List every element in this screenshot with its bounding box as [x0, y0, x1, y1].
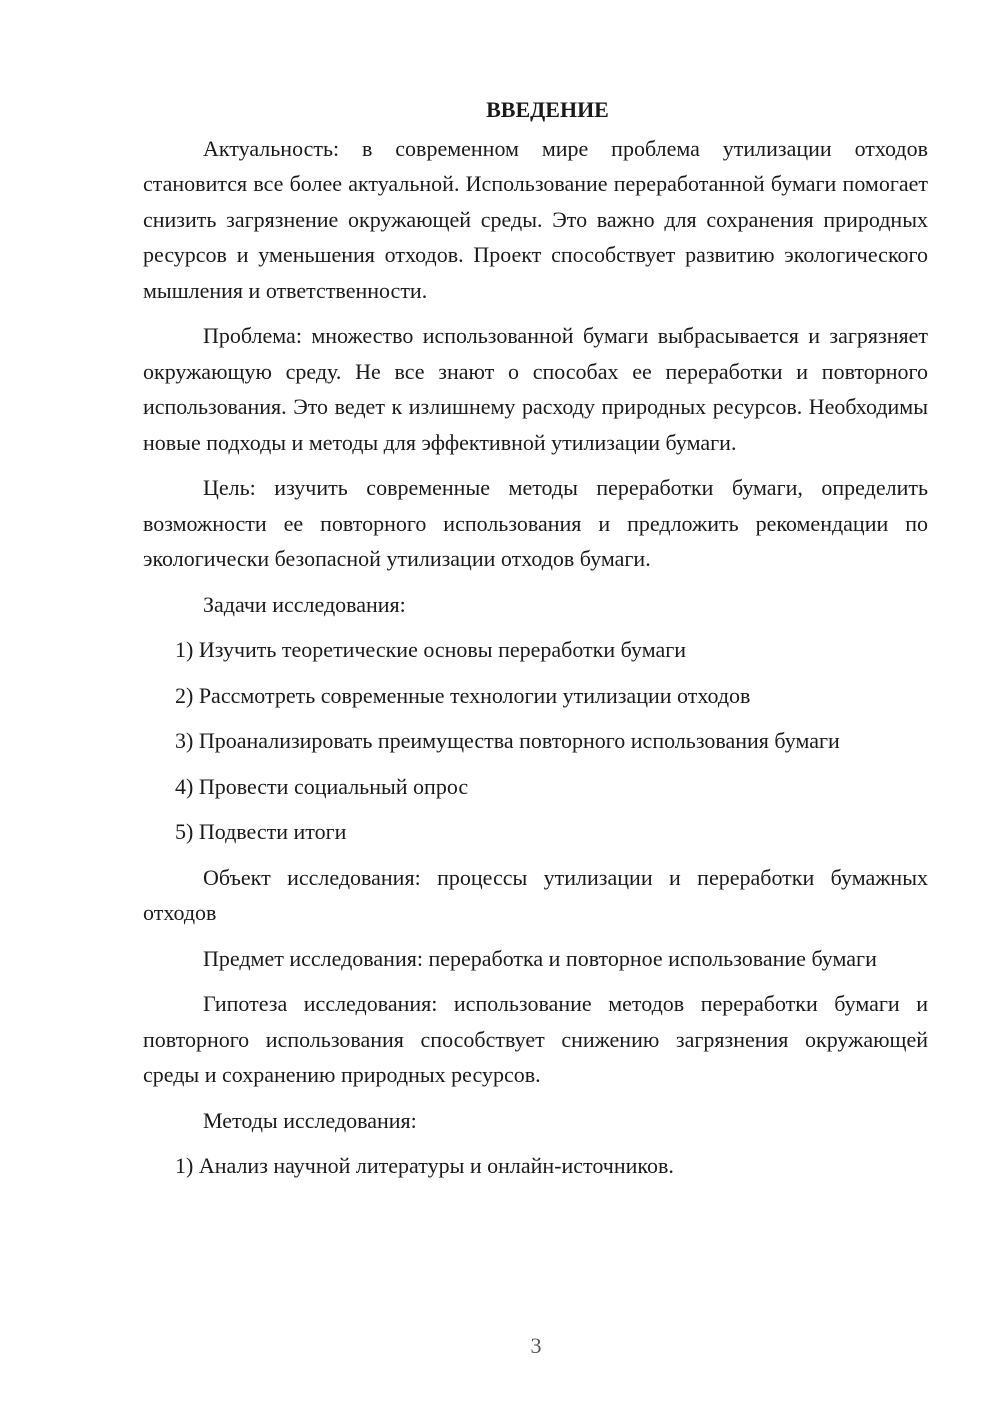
paragraph-hypothesis: Гипотеза исследования: использование методов переработки бумаги и повторного использования способствует снижению загрязнения окружающей среды и сохранению природных ресурсов. [143, 991, 928, 1087]
list-item-task-2: 2) Рассмотреть современные технологии утилизации отходов [175, 682, 751, 708]
list-item-method-1: 1) Анализ научной литературы и онлайн-источников. [175, 1153, 674, 1178]
paragraph-relevance: Актуальность: в современном мире проблема утилизации отходов становится все более актуальной. Использование переработанной бумаги помогает снизить загрязнение окружающей среды. Это важно для сохранения природных ресурсов и уменьшения отходов. Проект способствует развитию экологического мышления и ответственности. [143, 135, 928, 303]
page-title: ВВЕДЕНИЕ [486, 97, 609, 122]
paragraph-object: Объект исследования: процессы утилизации и переработки бумажных отходов [143, 864, 928, 925]
document-page [143, 92, 928, 1194]
paragraph-goal: Цель: изучить современные методы переработки бумаги, определить возможности ее повторного использования и предложить рекомендации по экологически безопасной утилизации отходов бумаги. [143, 475, 928, 571]
list-item-task-3: 3) Проанализировать преимущества повторного использования бумаги [175, 728, 840, 753]
list-item-task-5: 5) Подвести итоги [175, 819, 347, 844]
paragraph-problem: Проблема: множество использованной бумаги выбрасывается и загрязняет окружающую среду. Не все знают о способах ее переработки и повторного использования. Это ведет к излишнему расходу природных ресурсов. Необходимы новые подходы и методы для эффективной утилизации бумаги. [143, 323, 928, 455]
list-item-task-1: 1) Изучить теоретические основы переработки бумаги [175, 637, 687, 662]
paragraph-subject: Предмет исследования: переработка и повторное использование бумаги [203, 945, 877, 971]
paragraph-tasks-heading: Задачи исследования: [203, 591, 406, 617]
page-number: 3 [530, 1333, 542, 1358]
paragraph-methods-heading: Методы исследования: [203, 1107, 417, 1133]
list-item-task-4: 4) Провести социальный опрос [175, 773, 469, 799]
